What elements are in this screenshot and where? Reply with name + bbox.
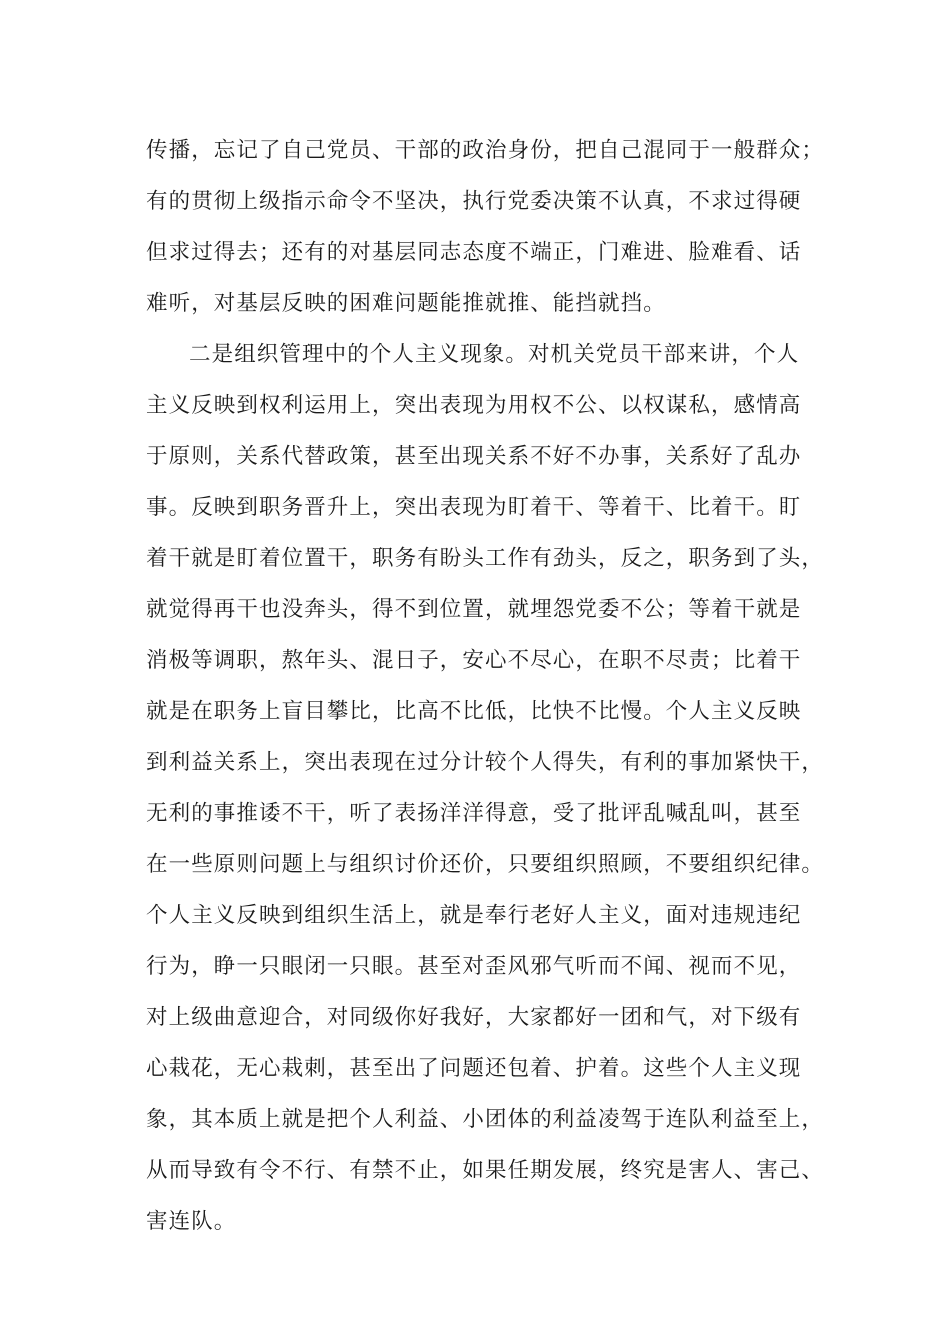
text-line: 对上级曲意迎合，对同级你好我好，大家都好一团和气，对下级有 (146, 1005, 802, 1030)
text-line: 害连队。 (146, 1209, 237, 1234)
paragraph-first-line: 二是组织管理中的个人主义现象。对机关党员干部来讲，个人 (189, 342, 800, 367)
text-line: 个人主义反映到组织生活上，就是奉行老好人主义，面对违规违纪 (146, 903, 802, 928)
text-line: 事。反映到职务晋升上，突出表现为盯着干、等着干、比着干。盯 (146, 495, 802, 520)
text-line: 主义反映到权利运用上，突出表现为用权不公、以权谋私，感情高 (146, 393, 802, 418)
text-line: 心栽花，无心栽刺，甚至出了问题还包着、护着。这些个人主义现 (146, 1056, 802, 1081)
text-line: 但求过得去；还有的对基层同志态度不端正，门难进、脸难看、话 (146, 240, 802, 265)
text-line: 难听，对基层反映的困难问题能推就推、能挡就挡。 (146, 291, 666, 316)
text-line: 无利的事推诿不干，听了表扬洋洋得意，受了批评乱喊乱叫，甚至 (146, 801, 802, 826)
text-line: 于原则，关系代替政策，甚至出现关系不好不办事，关系好了乱办 (146, 444, 802, 469)
text-line: 行为，睁一只眼闭一只眼。甚至对歪风邪气听而不闻、视而不见， (146, 954, 802, 979)
text-line: 象，其本质上就是把个人利益、小团体的利益凌驾于连队利益至上， (146, 1107, 825, 1132)
text-line: 有的贯彻上级指示命令不坚决，执行党委决策不认真，不求过得硬 (146, 189, 802, 214)
text-line: 就觉得再干也没奔头，得不到位置，就埋怨党委不公；等着干就是 (146, 597, 802, 622)
text-line: 传播，忘记了自己党员、干部的政治身份，把自己混同于一般群众； (146, 138, 825, 163)
text-line: 到利益关系上，突出表现在过分计较个人得失，有利的事加紧快干， (146, 750, 825, 775)
text-line: 就是在职务上盲目攀比，比高不比低，比快不比慢。个人主义反映 (146, 699, 802, 724)
text-line: 在一些原则问题上与组织讨价还价，只要组织照顾，不要组织纪律。 (146, 852, 825, 877)
text-line: 从而导致有令不行、有禁不止，如果任期发展，终究是害人、害己、 (146, 1158, 825, 1183)
text-line: 着干就是盯着位置干，职务有盼头工作有劲头，反之，职务到了头， (146, 546, 825, 571)
text-line: 消极等调职，熬年头、混日子，安心不尽心，在职不尽责；比着干 (146, 648, 802, 673)
